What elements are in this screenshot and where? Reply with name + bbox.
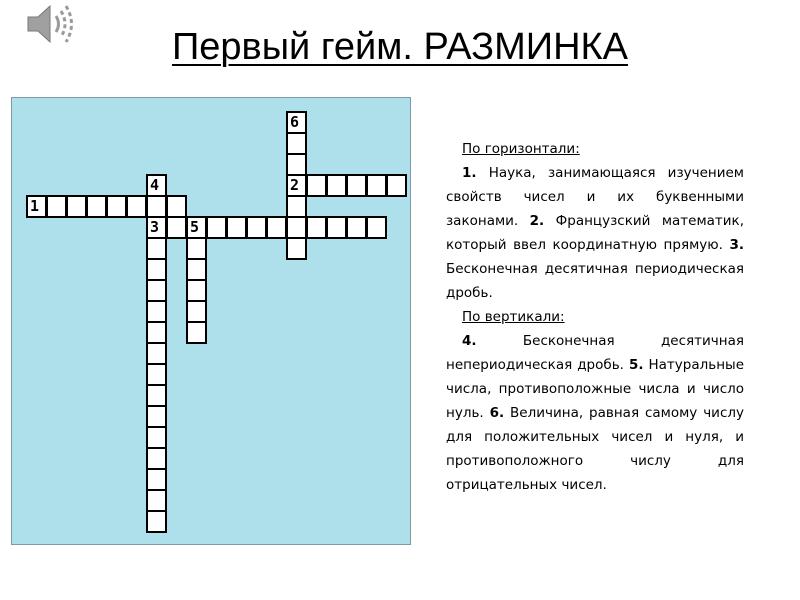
crossword-cell[interactable]	[146, 195, 167, 218]
crossword-cell[interactable]	[346, 216, 367, 239]
horizontal-clues	[446, 161, 744, 305]
crossword-cell[interactable]	[366, 216, 387, 239]
crossword-number-2: 2	[290, 176, 300, 194]
crossword-cell[interactable]	[146, 468, 167, 491]
crossword-cell[interactable]	[146, 405, 167, 428]
crossword-cell[interactable]	[146, 258, 167, 281]
crossword-cell[interactable]	[146, 363, 167, 386]
crossword-number-3: 3	[150, 218, 160, 236]
crossword-cell[interactable]	[226, 216, 247, 239]
crossword-cell[interactable]	[306, 216, 327, 239]
clue-6-text: Величина, равная самому числу для положительных чисел и нуля, и противоположного числу для отрицательных чисел.	[446, 405, 744, 493]
clue-6-number: 6.	[489, 405, 505, 421]
crossword-cell[interactable]	[146, 510, 167, 533]
crossword-cell[interactable]	[206, 216, 227, 239]
horizontal-heading: По горизонтали:	[462, 141, 580, 157]
crossword-cell[interactable]	[186, 279, 207, 302]
crossword-number-1: 1	[30, 197, 40, 215]
crossword-cell[interactable]	[146, 342, 167, 365]
clue-3-number: 3.	[729, 237, 744, 253]
crossword-cell[interactable]	[286, 195, 307, 218]
crossword-cell[interactable]	[186, 258, 207, 281]
crossword-cell[interactable]	[146, 279, 167, 302]
crossword-cell[interactable]	[246, 216, 267, 239]
crossword-number-4: 4	[150, 176, 160, 194]
crossword-cell[interactable]	[166, 195, 187, 218]
crossword-cell[interactable]	[146, 489, 167, 512]
crossword-cell[interactable]	[146, 237, 167, 260]
crossword-cell[interactable]	[126, 195, 147, 218]
clue-4-text: Бесконечная десятичная непериодическая дробь.	[446, 333, 744, 373]
crossword-panel	[11, 97, 411, 545]
crossword-cell[interactable]	[286, 237, 307, 260]
crossword-cell[interactable]	[66, 195, 87, 218]
clue-4-number: 4.	[462, 333, 477, 349]
clue-2-number: 2.	[529, 213, 545, 229]
crossword-cell[interactable]	[106, 195, 127, 218]
crossword-cell[interactable]	[266, 216, 287, 239]
crossword-cell[interactable]	[186, 300, 207, 323]
crossword-number-5: 5	[190, 218, 200, 236]
crossword-cell[interactable]	[286, 216, 307, 239]
crossword-cell[interactable]	[286, 153, 307, 176]
crossword-cell[interactable]	[326, 174, 347, 197]
crossword-cell[interactable]	[146, 321, 167, 344]
crossword-cell[interactable]	[46, 195, 67, 218]
clue-5-text: Натуральные числа, противоположные числа и число нуль.	[446, 357, 744, 421]
clues-block	[446, 137, 744, 497]
crossword-cell[interactable]	[386, 174, 407, 197]
clue-1-text: Наука, занимающаяся изучением свойств чисел и их буквенными законами.	[446, 165, 744, 229]
clue-2-text: Французский математик, который ввел координатную прямую.	[446, 213, 744, 253]
clue-3-text: Бесконечная десятичная периодическая дробь.	[446, 261, 744, 301]
crossword-cell[interactable]	[146, 300, 167, 323]
crossword-cell[interactable]	[186, 237, 207, 260]
crossword-cell[interactable]	[166, 216, 187, 239]
crossword-cell[interactable]	[286, 132, 307, 155]
crossword-cell[interactable]	[306, 174, 327, 197]
crossword-cell[interactable]	[346, 174, 367, 197]
crossword-cell[interactable]	[146, 384, 167, 407]
vertical-clues	[446, 329, 744, 497]
crossword-cell[interactable]	[86, 195, 107, 218]
clue-1-number: 1.	[462, 165, 477, 181]
vertical-heading: По вертикали:	[462, 309, 565, 325]
clue-5-number: 5.	[628, 357, 644, 373]
crossword-cell[interactable]	[366, 174, 387, 197]
crossword-cell[interactable]	[186, 321, 207, 344]
crossword-cell[interactable]	[146, 426, 167, 449]
crossword-cell[interactable]	[326, 216, 347, 239]
crossword-cell[interactable]	[146, 447, 167, 470]
slide-title: Первый гейм. РАЗМИНКА	[171, 26, 629, 68]
crossword-number-6: 6	[290, 113, 300, 131]
